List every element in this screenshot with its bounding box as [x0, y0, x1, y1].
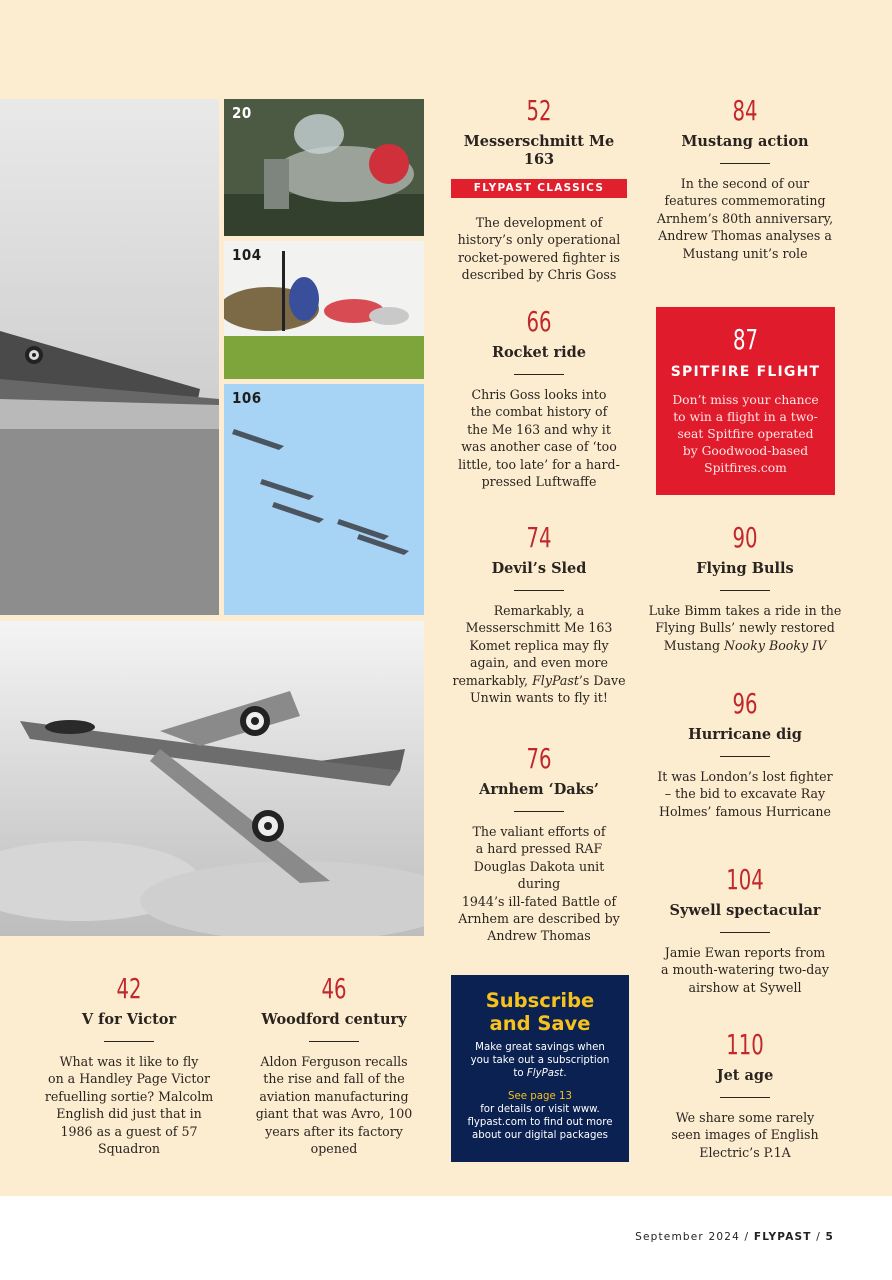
series-badge: FLYPAST CLASSICS	[451, 179, 627, 198]
article-46[interactable]	[238, 973, 430, 1157]
page-number: 87	[732, 323, 758, 356]
divider	[514, 374, 564, 375]
page-number: 76	[526, 742, 552, 775]
page-number: 42	[116, 972, 142, 1005]
article-title: Sywell spectacular	[669, 902, 821, 919]
aircraft-ground-photo	[0, 99, 219, 615]
article-title: V for Victor	[81, 1011, 177, 1028]
article-title: Jet age	[716, 1067, 774, 1084]
spitfire-flight-promo[interactable]	[656, 307, 835, 495]
article-96[interactable]	[648, 688, 842, 820]
article-title: Flying Bulls	[696, 560, 794, 577]
article-title: Devil’s Sled	[491, 560, 587, 577]
subscribe-description: Make great savings when you take out a subscription to FlyPast.	[470, 1042, 610, 1079]
article-42[interactable]	[34, 973, 224, 1157]
divider	[720, 163, 770, 164]
article-title: Mustang action	[681, 133, 809, 150]
spitfire-formation-photo	[224, 384, 424, 615]
divider	[720, 590, 770, 591]
article-76[interactable]	[451, 743, 627, 945]
article-52[interactable]	[451, 95, 627, 284]
article-90[interactable]	[648, 522, 842, 654]
page-number: 110	[726, 1028, 764, 1061]
article-66[interactable]	[451, 306, 627, 490]
page-number: 96	[732, 687, 758, 720]
photo-page-number: 104	[232, 246, 262, 264]
article-description: Aldon Ferguson recalls the rise and fall of the aviation manufacturing giant that was Avro, 100 years after its factory opened	[255, 1054, 413, 1157]
article-description: Chris Goss looks into the combat history of the Me 163 and why it was another case of ‘too little, too late’ for a hard- pressed Luftwaffe	[458, 387, 620, 490]
article-description: We share some rarely seen images of English Electric’s P.1A	[671, 1110, 819, 1160]
subscribe-title: Subscribe and Save	[485, 989, 595, 1035]
page-number: 52	[526, 94, 552, 127]
divider	[104, 1041, 154, 1042]
page-number: 84	[732, 94, 758, 127]
page-footer: September 2024 / FLYPAST / 5	[635, 1231, 834, 1243]
promo-title: SPITFIRE FLIGHT	[670, 364, 821, 380]
page-number: 46	[321, 972, 347, 1005]
article-description: What was it like to fly on a Handley Page Victor refuelling sortie? Malcolm English did just that in 1986 as a guest of 57 Squadron	[44, 1054, 214, 1157]
article-title: Arnhem ‘Daks’	[479, 781, 599, 798]
promo-description: Don’t miss your chance to win a flight in a two- seat Spitfire operated by Goodwood-based Spitfires.com	[672, 393, 819, 475]
me163-photo	[224, 99, 424, 236]
divider	[309, 1041, 359, 1042]
article-description: The valiant efforts of a hard pressed RAF Douglas Dakota unit during 1944’s ill-fated Battle of Arnhem are described by Andrew Thomas	[458, 824, 620, 944]
photo-page-number: 20	[232, 104, 252, 122]
page-number: 104	[726, 863, 764, 896]
subscribe-page-link[interactable]: See page 13	[508, 1091, 572, 1102]
article-title: Woodford century	[261, 1011, 407, 1028]
photo-page-number: 106	[232, 389, 262, 407]
article-84[interactable]	[648, 95, 842, 262]
article-description: In the second of our features commemorating Arnhem’s 80th anniversary, Andrew Thomas analyses a Mustang unit’s role	[656, 176, 834, 261]
divider	[514, 811, 564, 812]
divider	[720, 1097, 770, 1098]
article-description: The development of history’s only operational rocket-powered fighter is described by Chris Goss	[457, 215, 621, 283]
page-number: 74	[526, 521, 552, 554]
article-title: Hurricane dig	[688, 726, 802, 743]
article-title: Messerschmitt Me 163	[463, 133, 615, 168]
article-110[interactable]	[648, 1029, 842, 1161]
subscribe-details: for details or visit www. flypast.com to find out more about our digital packages	[467, 1104, 613, 1141]
article-title: Rocket ride	[491, 344, 587, 361]
subscribe-box[interactable]	[451, 975, 629, 1162]
article-description: Luke Bimm takes a ride in the Flying Bulls’ newly restored Mustang Nooky Booky IV	[648, 603, 842, 653]
divider	[514, 590, 564, 591]
article-description: Jamie Ewan reports from a mouth-watering two-day airshow at Sywell	[661, 945, 829, 995]
divider	[720, 756, 770, 757]
article-104[interactable]	[648, 864, 842, 996]
airshow-lineup-photo	[224, 241, 424, 379]
article-description: It was London’s lost fighter – the bid to excavate Ray Holmes’ famous Hurricane	[657, 769, 833, 819]
lightning-jet-photo	[0, 621, 424, 936]
article-description: Remarkably, a Messerschmitt Me 163 Komet replica may fly again, and even more remarkably, FlyPast’s Dave Unwin wants to fly it!	[452, 603, 626, 706]
divider	[720, 932, 770, 933]
page-number: 90	[732, 521, 758, 554]
page-number: 66	[526, 305, 552, 338]
article-74[interactable]	[451, 522, 627, 706]
